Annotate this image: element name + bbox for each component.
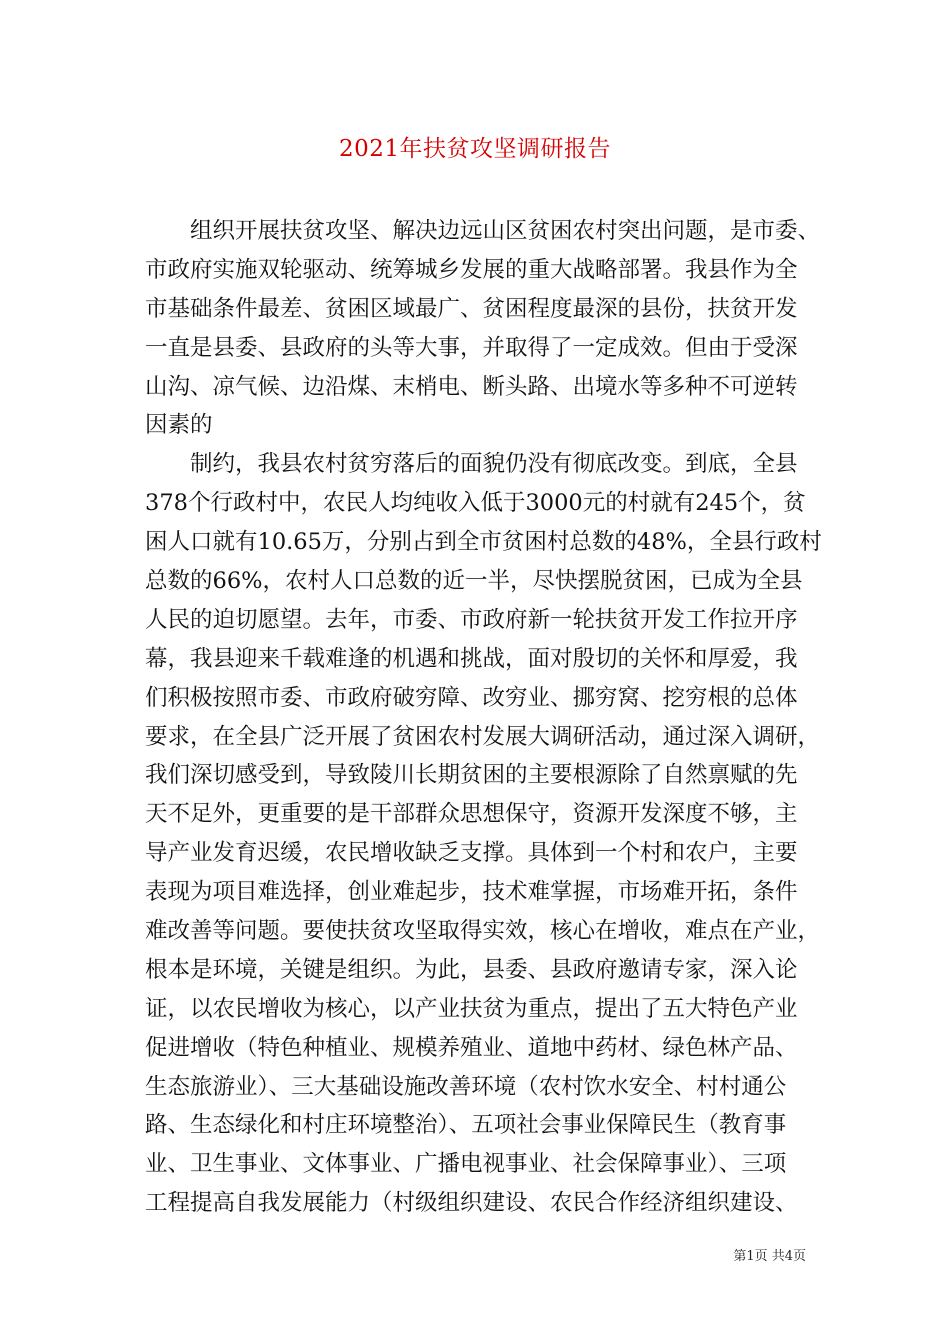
document-title: 2021年扶贫攻坚调研报告	[338, 136, 612, 162]
text-line: 难改善等问题。要使扶贫攻坚取得实效，核心在增收，难点在产业，	[145, 918, 821, 945]
text-line: 表现为项目难选择，创业难起步，技术难掌握，市场难开拓，条件	[145, 879, 798, 906]
text-line: 378个行政村中，农民人均纯收入低于3000元的村就有245个，贫	[145, 490, 806, 517]
text-line: 市基础条件最差、贫困区域最广、贫困程度最深的县份，扶贫开发	[145, 295, 798, 322]
text-line: 业、卫生事业、文体事业、广播电视事业、社会保障事业）、三项	[145, 1151, 787, 1178]
text-line: 市政府实施双轮驱动、统筹城乡发展的重大战略部署。我县作为全	[145, 256, 798, 283]
text-line: 证，以农民增收为核心，以产业扶贫为重点，提出了五大特色产业	[145, 995, 798, 1022]
text-line: 制约，我县农村贫穷落后的面貌仍没有彻底改变。到底，全县	[145, 451, 798, 478]
text-line: 根本是环境，关键是组织。为此，县委、县政府邀请专家，深入论	[145, 956, 798, 983]
text-line: 一直是县委、县政府的头等大事，并取得了一定成效。但由于受深	[145, 334, 798, 361]
text-line: 总数的66%，农村人口总数的近一半，尽快摆脱贫困，已成为全县	[145, 568, 803, 595]
text-line: 人民的迫切愿望。去年，市委、市政府新一轮扶贫开发工作拉开序	[145, 606, 798, 633]
document-body	[145, 212, 835, 1223]
text-line: 们积极按照市委、市政府破穷障、改穷业、挪穷窝、挖穷根的总体	[145, 684, 798, 711]
text-line: 促进增收（特色种植业、规模养殖业、道地中药材、绿色林产品、	[145, 1034, 798, 1061]
page-footer: 第1页 共4页	[733, 1249, 806, 1264]
text-line: 导产业发育迟缓，农民增收缺乏支撑。具体到一个村和农户，主要	[145, 840, 798, 867]
text-line: 困人口就有10.65万，分别占到全市贫困村总数的48%，全县行政村	[145, 529, 822, 556]
text-line: 组织开展扶贫攻坚、解决边远山区贫困农村突出问题，是市委、	[145, 218, 821, 244]
text-line: 因素的	[145, 412, 213, 439]
text-line: 工程提高自我发展能力（村级组织建设、农民合作经济组织建设、	[145, 1190, 798, 1217]
text-line: 山沟、凉气候、边沿煤、末梢电、断头路、出境水等多种不可逆转	[145, 373, 798, 400]
text-line: 路、生态绿化和村庄环境整治）、五项社会事业保障民生（教育事	[145, 1112, 787, 1139]
text-line: 天不足外，更重要的是干部群众思想保守，资源开发深度不够，主	[145, 801, 798, 828]
text-line: 要求，在全县广泛开展了贫困农村发展大调研活动，通过深入调研，	[145, 723, 821, 750]
text-line: 我们深切感受到，导致陵川长期贫困的主要根源除了自然禀赋的先	[145, 762, 798, 789]
text-line: 生态旅游业）、三大基础设施改善环境（农村饮水安全、村村通公	[145, 1073, 787, 1100]
text-line: 幕，我县迎来千载难逢的机遇和挑战，面对殷切的关怀和厚爱，我	[145, 645, 798, 672]
